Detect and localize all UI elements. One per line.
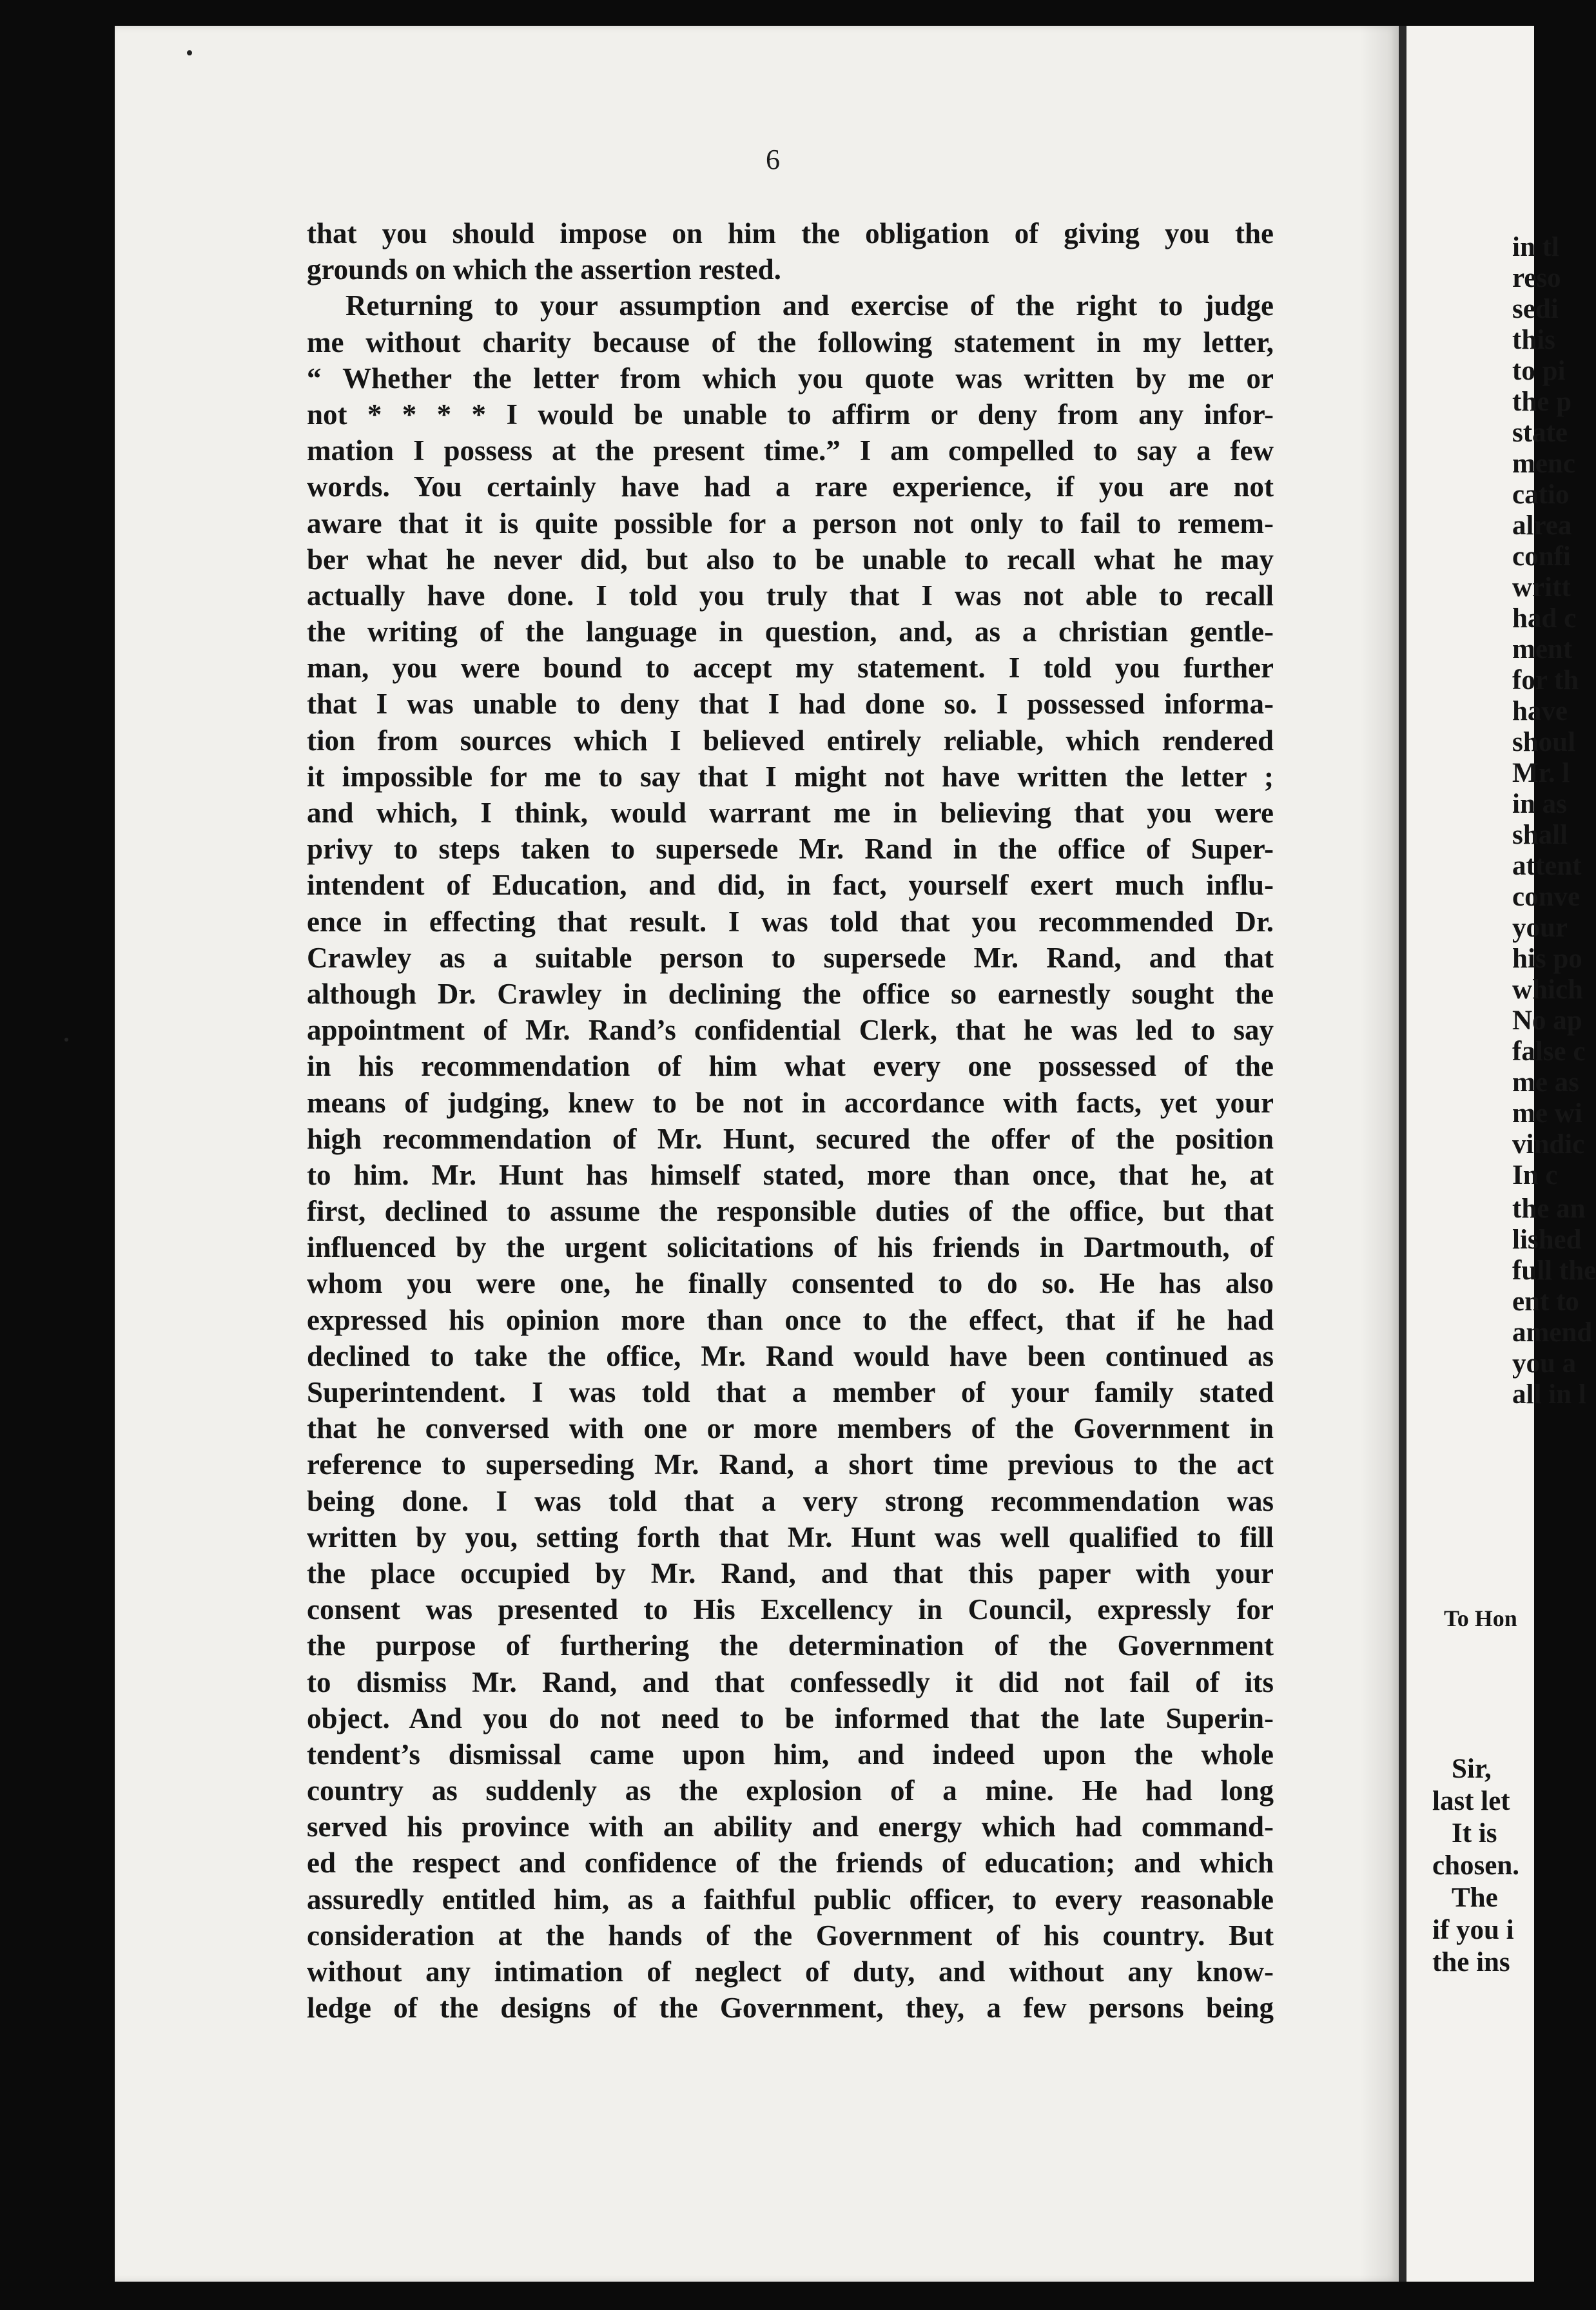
text-line: grounds on which the assertion rested. [307,253,781,286]
right-page-fragments [1512,232,1596,1410]
fragment-line: ent to [1512,1286,1579,1317]
text-line: that I was unable to deny that I had done so. I possessed informa- [307,688,1274,721]
fragment-line: which [1512,975,1583,1005]
text-line: reference to superseding Mr. Rand, a short time previous to the act [307,1448,1274,1481]
text-line: consent was presented to His Excellency in Council, expressly for [307,1593,1274,1626]
text-line: Superintendent. I was told that a member of your family stated [307,1376,1274,1408]
fragment-line: Sir, [1452,1754,1492,1784]
fragment-line: me wi [1512,1098,1582,1129]
text-line: the place occupied by Mr. Rand, and that this paper with your [307,1557,1274,1589]
text-line: served his province with an ability and energy which had command- [307,1810,1274,1843]
text-line: tendent’s dismissal came upon him, and indeed upon the whole [307,1738,1274,1771]
fragment-line: lished [1512,1225,1582,1255]
text-line: me without charity because of the following statement in my letter, [307,325,1274,358]
text-line: the writing of the language in question, and, as a christian gentle- [307,616,1274,648]
fragment-line: if you i [1432,1915,1514,1945]
text-line: means of judging, knew to be not in accordance with facts, yet your [307,1086,1274,1119]
text-line: actually have done. I told you truly that I was not able to recall [307,579,1274,612]
fragment-line: this [1512,325,1555,355]
text-line: “ Whether the letter from which you quote was written by me or [307,362,1274,394]
text-line: man, you were bound to accept my statement. I told you further [307,652,1274,684]
fragment-line: the p [1512,387,1572,417]
text-line: not * * * * I would be unable to affirm or deny from any infor- [307,398,1274,431]
text-line: tion from sources which I believed entirely reliable, which rendered [307,724,1274,757]
fragment-line: had c [1512,603,1577,634]
fragment-line: in as [1512,789,1567,819]
text-line: it impossible for me to say that I might not have written the letter ; [307,760,1274,793]
text-line: privy to steps taken to supersede Mr. Rand in the office of Super- [307,833,1274,866]
margin-speck [187,50,192,55]
text-line: without any intimation of neglect of duty, and without any know- [307,1956,1274,1988]
text-line: Returning to your assumption and exercise of the right to judge [345,289,1274,322]
text-line: ed the respect and confidence of the friends of education; and which [307,1847,1274,1879]
text-line: high recommendation of Mr. Hunt, secured the offer of the position [307,1122,1274,1155]
text-line: influenced by the urgent solicitations of his friends in Dartmouth, of [307,1231,1274,1264]
text-line: the purpose of furthering the determination of the Government [307,1629,1274,1662]
fragment-line: catio [1512,480,1570,510]
fragment-line: your [1512,913,1568,943]
book-gutter [1399,26,1406,2282]
fragment-line: No ap [1512,1005,1582,1036]
text-line: expressed his opinion more than once to the effect, that if he had [307,1303,1274,1336]
fragment-line: writt [1512,572,1571,603]
text-line: aware that it is quite possible for a person not only to fail to remem- [307,507,1274,539]
text-line: intendent of Education, and did, in fact, yourself exert much influ- [307,869,1274,902]
text-line: ence in effecting that result. I was told that you recommended Dr. [307,905,1274,938]
fragment-line: alrea [1512,510,1572,541]
text-line: that he conversed with one or more members of the Government in [307,1412,1274,1445]
fragment-line: amend [1512,1317,1593,1348]
fragment-line: state [1512,418,1568,448]
fragment-line: The [1452,1883,1498,1913]
right-page-tail [1432,1753,1519,1979]
fragment-line: his po [1512,944,1582,974]
fragment-line: full the [1512,1256,1596,1286]
text-line: ber what he never did, but also to be unable to recall what he may [307,543,1274,576]
fragment-line: In c [1512,1160,1558,1190]
text-line: and which, I think, would warrant me in believing that you were [307,797,1274,829]
text-line: although Dr. Crawley in declining the office so earnestly sought the [307,977,1274,1010]
text-line: whom you were one, he finally consented to do so. He has also [307,1267,1274,1300]
fragment-line: have [1512,696,1568,726]
text-line: country as suddenly as the explosion of a mine. He had long [307,1774,1274,1807]
text-line: to dismiss Mr. Rand, and that confessedly it did not fail of its [307,1665,1274,1698]
right-page-heading: To Hon [1444,1606,1517,1631]
fragment-line: reso [1512,263,1561,293]
fragment-line: menc [1512,449,1575,479]
margin-speck [64,1038,68,1042]
text-line: written by you, setting forth that Mr. Hunt was well qualified to fill [307,1520,1274,1553]
fragment-line: me as [1512,1067,1579,1098]
page-number: 6 [766,144,781,175]
text-line: first, declined to assume the responsible duties of the office, but that [307,1195,1274,1228]
fragment-line: to pi [1512,356,1566,386]
fragment-line: chosen. [1432,1850,1519,1881]
text-line: consideration at the hands of the Government of his country. But [307,1919,1274,1952]
fragment-line: conve [1512,882,1581,912]
spine-shadow [1360,26,1399,2282]
fragment-line: you a [1512,1348,1577,1379]
fragment-line: confi [1512,541,1571,572]
text-line: appointment of Mr. Rand’s confidential Clerk, that he was led to say [307,1014,1274,1047]
fragment-line: shall [1512,820,1568,850]
text-line: to him. Mr. Hunt has himself stated, more than once, that he, at [307,1158,1274,1191]
fragment-line: vindic [1512,1129,1585,1160]
fragment-line: false c [1512,1036,1586,1067]
main-text-block [307,215,1274,2026]
fragment-line: shoul [1512,727,1576,757]
text-line: in his recommendation of him what every one possessed of the [307,1050,1274,1083]
fragment-line: attent [1512,851,1582,881]
text-line: declined to take the office, Mr. Rand would have been continued as [307,1339,1274,1372]
fragment-line: last let [1432,1786,1510,1816]
fragment-line: in tl [1512,232,1559,262]
text-line: words. You certainly have had a rare experience, if you are not [307,471,1274,503]
fragment-line: Mr. l [1512,758,1570,788]
fragment-line: ment [1512,634,1573,665]
fragment-line: for th [1512,665,1579,695]
text-line: that you should impose on him the obligation of giving you the [307,217,1274,249]
text-line: Crawley as a suitable person to supersede Mr. Rand, and that [307,941,1274,974]
text-line: being done. I was told that a very strong recommendation was [307,1484,1274,1517]
text-line: object. And you do not need to be informed that the late Superin- [307,1702,1274,1734]
text-line: mation I possess at the present time.” I am compelled to say a few [307,434,1274,467]
text-line: ledge of the designs of the Government, they, a few persons being [307,1992,1274,2024]
fragment-line: the ins [1432,1947,1510,1977]
fragment-line: sedi [1512,294,1559,324]
fragment-line: It is [1452,1818,1497,1849]
text-line: assuredly entitled him, as a faithful public officer, to every reasonable [307,1883,1274,1916]
fragment-line: the an [1512,1194,1586,1224]
fragment-line: all in l [1512,1379,1586,1410]
